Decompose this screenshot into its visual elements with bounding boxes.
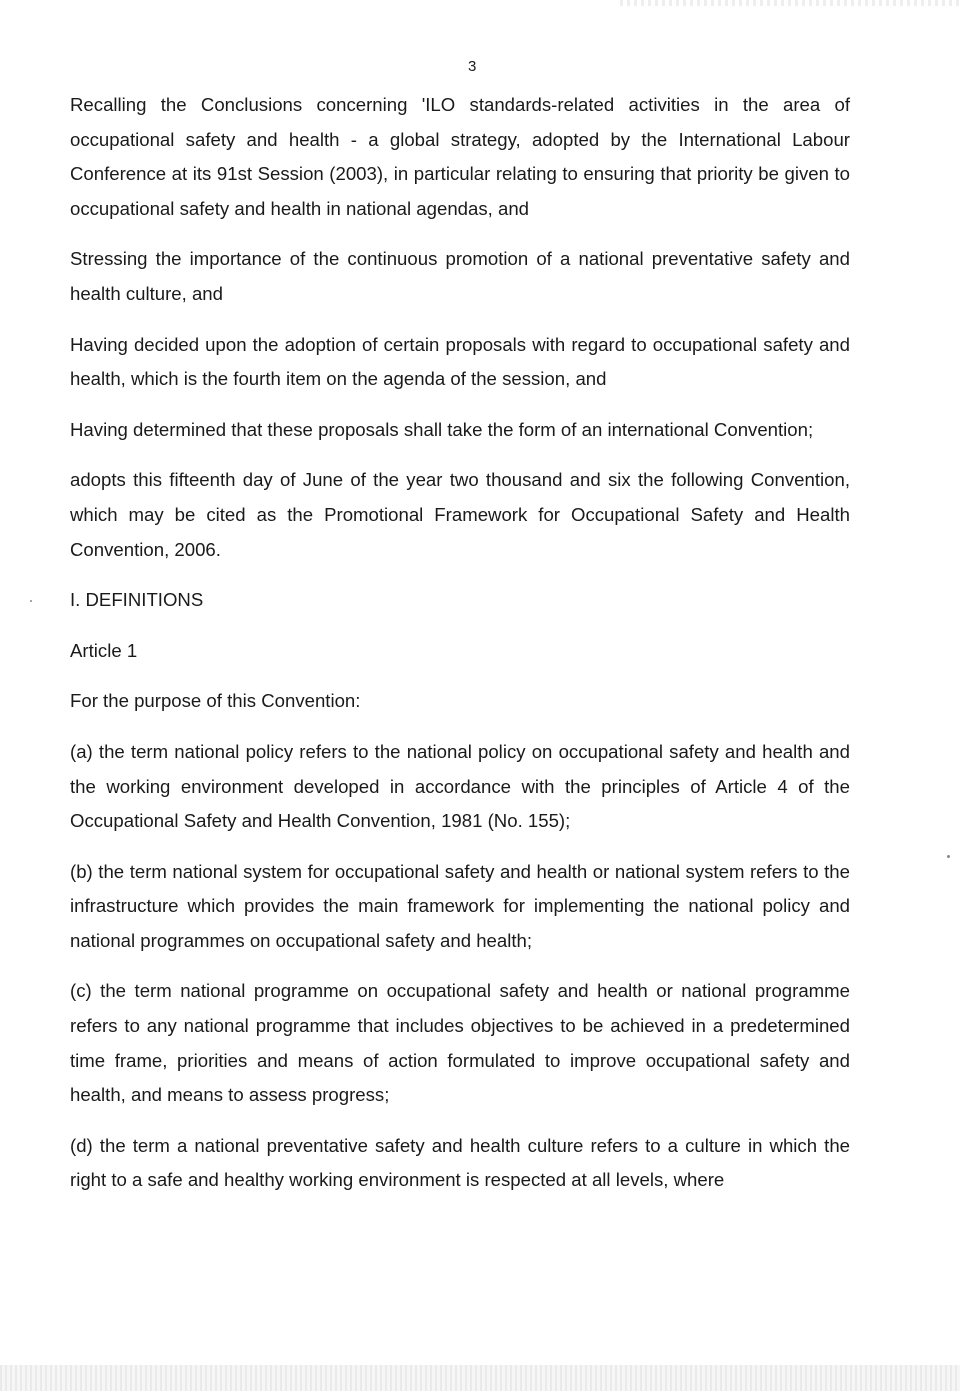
scan-speck <box>30 600 32 602</box>
paragraph-adopts: adopts this fifteenth day of June of the year two thousand and six the following Convention, which may be cited as the Promotional Framework for Occupational Safety and Health Convention, 2006. <box>70 469 850 560</box>
definitions-intro: For the purpose of this Convention: <box>70 690 361 712</box>
paragraph-recalling: Recalling the Conclusions concerning 'ILO standards-related activities in the area of occupational safety and health - a global strategy, adopted by the International Labour Conference at its 91st Session (2003), in particular relating to ensuring that priority be given to occupational safety and health in national agendas, and <box>70 94 850 219</box>
scan-artifact-top <box>620 0 960 6</box>
paragraph-having-determined: Having determined that these proposals shall take the form of an international Convention; <box>70 418 814 440</box>
definition-a: (a) the term national policy refers to the national policy on occupational safety and health and the working environment developed in accordance with the principles of Article 4 of the Occupational Safety and Health Convention, 1981 (No. 155); <box>70 740 850 832</box>
paragraph-stressing: Stressing the importance of the continuous promotion of a national preventative safety and health culture, and <box>70 248 850 304</box>
definition-b: (b) the term national system for occupational safety and health or national system refers to the infrastructure which provides the main framework for implementing the national policy and national programmes on occupational safety and health; <box>70 860 850 951</box>
article-heading: Article 1 <box>70 639 138 661</box>
scan-artifact-bottom <box>0 1365 960 1391</box>
paragraph-having-decided: Having decided upon the adoption of certain proposals with regard to occupational safety and health, which is the fourth item on the agenda of the session, and <box>70 333 850 390</box>
page-number: 3 <box>468 58 477 75</box>
definition-d: (d) the term a national preventative safety and health culture refers to a culture in which the right to a safe and healthy working environment is respected at all levels, where <box>70 1134 850 1191</box>
scan-speck <box>947 855 950 858</box>
section-heading: I. DEFINITIONS <box>70 589 204 611</box>
document-body <box>70 88 850 1198</box>
definition-c: (c) the term national programme on occupational safety and health or national programme refers to any national programme that includes objectives to be achieved in a predetermined time frame, priorities and means of action formulated to improve occupational safety and health, and means to assess progress; <box>70 980 850 1106</box>
